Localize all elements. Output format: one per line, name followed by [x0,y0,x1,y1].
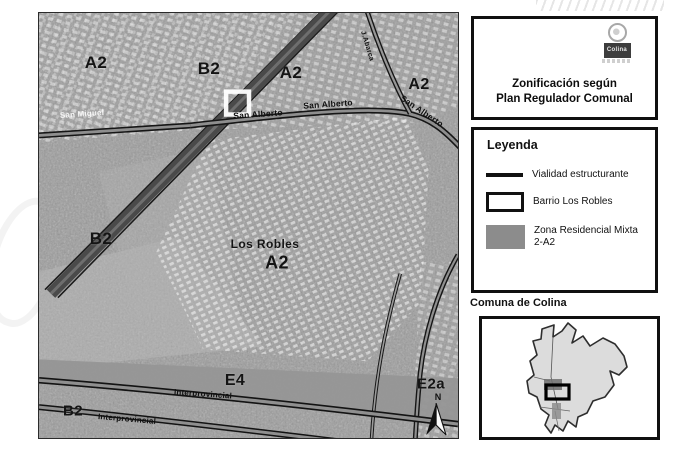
street-label: Interprovincial [97,411,157,427]
legend-item-label: Barrio Los Robles [533,196,613,207]
map-title [474,77,655,107]
legend-swatch-fill [486,225,525,249]
comuna-outline-map [482,319,657,437]
map-title-line1: Zonificación según [512,78,617,91]
legend-item-label: Zona Residencial Mixta 2-A2 [534,225,638,248]
comuna-boundary [527,323,627,433]
title-panel [471,16,658,120]
street-label: San Alberto [398,92,446,130]
street-label: Interprovincial [173,387,233,401]
zone-label: B2 [63,402,83,420]
street-label: San Alberto [302,97,354,111]
street-label: San Miguel [59,107,105,121]
aerial-zoning-map [38,12,459,439]
legend-swatch-line [486,173,523,177]
street-label: J.Abarca [359,30,375,62]
zone-label: A2 [265,252,289,273]
map-labels-layer [39,13,458,438]
zone-label: E4 [224,372,246,389]
legend-item [486,169,655,181]
logo-text: Colina [604,43,631,58]
legend-item-label: Vialidad estructurante [532,169,629,180]
north-label: N [434,392,442,402]
legend-item [486,192,655,212]
zone-label: A2 [84,53,108,72]
legend-item [486,225,655,249]
map-title-line2: Plan Regulador Comunal [496,93,633,106]
zone-label: E2a [417,375,445,393]
zone-label: B2 [89,229,113,248]
zone-label: A2 [408,76,430,93]
legend-swatch-outline [486,192,524,212]
zone-label: B2 [197,59,221,78]
legend-title: Leyenda [487,138,538,152]
comuna-inset-map [479,316,660,440]
street-label: San Alberto [232,107,284,121]
zone-label: Los Robles [230,237,300,251]
legend-panel [471,127,658,293]
logo-caption-marks [602,59,632,63]
logo-seal-icon [608,23,627,42]
inset-title: Comuna de Colina [470,297,567,309]
zone-label: A2 [279,63,303,82]
legend-items [474,169,655,249]
municipality-logo [593,23,641,63]
scan-marks [536,0,664,11]
